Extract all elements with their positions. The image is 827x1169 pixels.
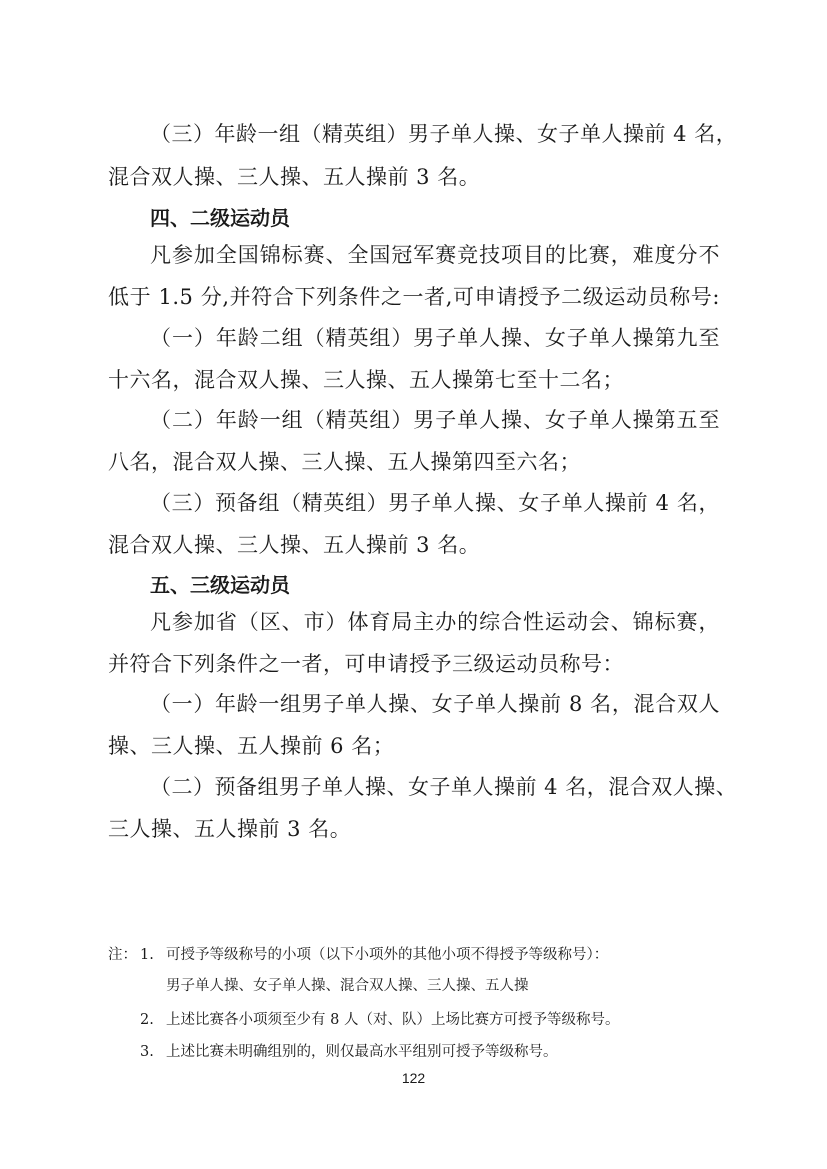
paragraph-line: 并符合下列条件之一者，可申请授予三级运动员称号： [108, 652, 624, 676]
note-1-text: 可授予等级称号的小项（以下小项外的其他小项不得授予等级称号）： [166, 947, 609, 963]
paragraph-line: （一）年龄一组男子单人操、女子单人操前 8 名，混合双人 [150, 692, 720, 716]
paragraph-line: 十六名，混合双人操、三人操、五人操第七至十二名； [108, 368, 624, 392]
paragraph-line: 混合双人操、三人操、五人操前 3 名。 [108, 165, 481, 189]
section-heading-level-3: 五、三级运动员 [150, 573, 290, 597]
paragraph-line: （二）年龄一组（精英组）男子单人操、女子单人操第五至 [150, 408, 720, 432]
paragraph-line: 凡参加全国锦标赛、全国冠军赛竞技项目的比赛，难度分不 [150, 243, 720, 267]
paragraph-line: 三人操、五人操前 3 名。 [108, 817, 352, 841]
page-number: 122 [401, 1070, 426, 1086]
note-1-items: 男子单人操、女子单人操、混合双人操、三人操、五人操 [166, 978, 529, 994]
paragraph-line: （一）年龄二组（精英组）男子单人操、女子单人操第九至 [150, 326, 720, 350]
note-2-number: 2. [140, 1012, 154, 1028]
paragraph-line: 操、三人操、五人操前 6 名； [108, 734, 395, 758]
note-prefix: 注： [108, 947, 137, 963]
paragraph-line: 低于 1.5 分,并符合下列条件之一者,可申请授予二级运动员称号: [108, 285, 720, 309]
paragraph-line: （三）年龄一组（精英组）男子单人操、女子单人操前 4 名， [150, 122, 738, 146]
note-1-number: 1. [140, 947, 154, 963]
note-3-number: 3. [140, 1044, 154, 1060]
note-3-text: 上述比赛未明确组别的，则仅最高水平组别可授予等级称号。 [166, 1044, 558, 1060]
paragraph-line: 八名，混合双人操、三人操、五人操第四至六名； [108, 450, 581, 474]
paragraph-line: 凡参加省（区、市）体育局主办的综合性运动会、锦标赛， [150, 610, 720, 634]
paragraph-line: （二）预备组男子单人操、女子单人操前 4 名，混合双人操、 [150, 775, 738, 799]
section-heading-level-2: 四、二级运动员 [150, 206, 290, 230]
paragraph-line: 混合双人操、三人操、五人操前 3 名。 [108, 533, 481, 557]
paragraph-line: （三）预备组（精英组）男子单人操、女子单人操前 4 名， [150, 491, 720, 515]
note-2-text: 上述比赛各小项须至少有 8 人（对、队）上场比赛方可授予等级称号。 [166, 1012, 620, 1028]
